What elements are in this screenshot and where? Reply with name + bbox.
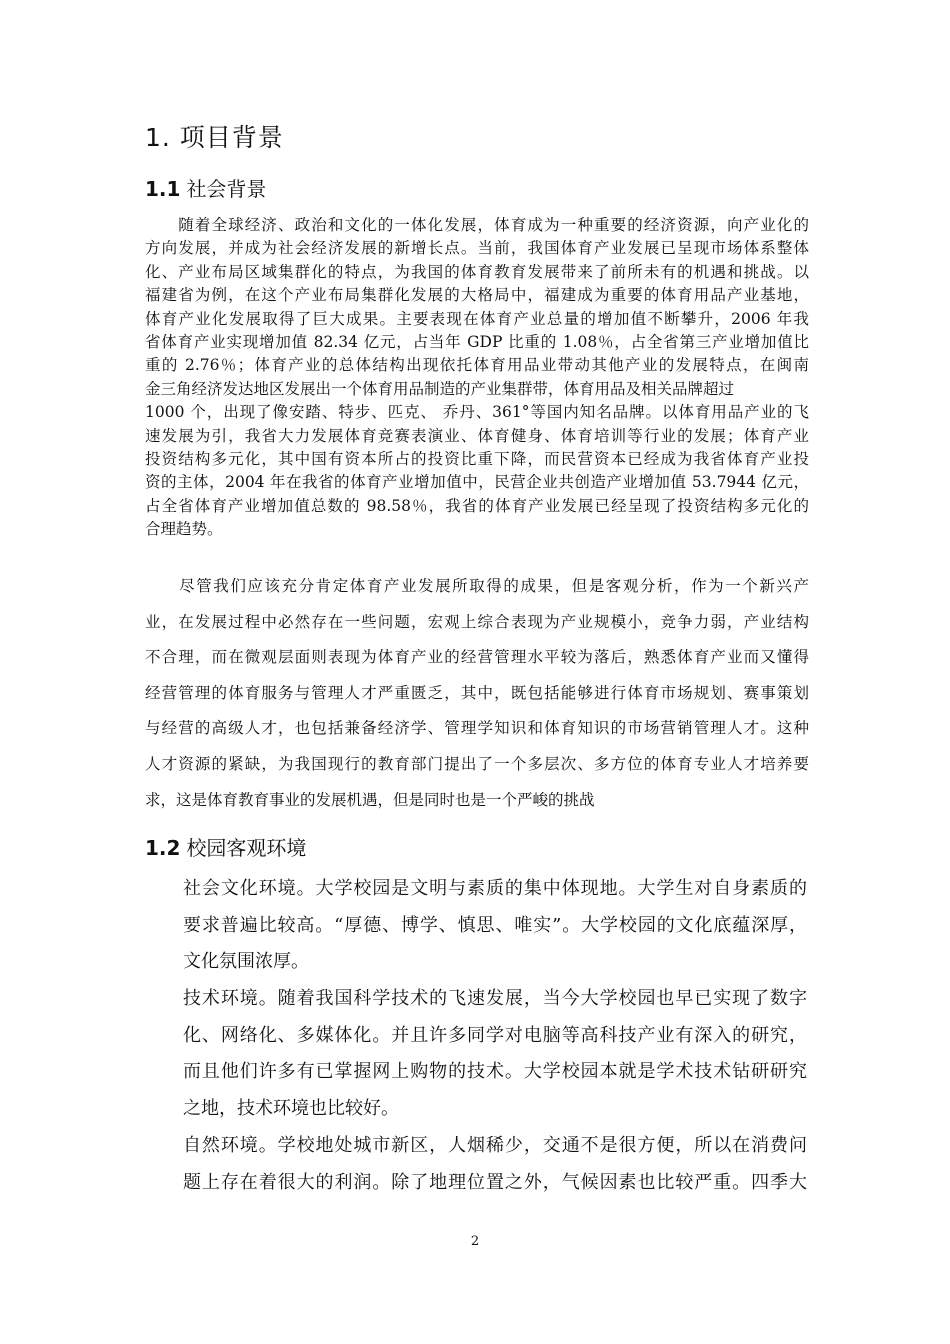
text-line: 文化氛围浓厚。 xyxy=(183,951,309,973)
section-title: 社会背景 xyxy=(186,177,267,201)
text-line: 要求普遍比较高。“厚德、博学、慎思、唯实”。大学校园的文化底蕴深厚， xyxy=(183,914,807,936)
text-line: 化、网络化、多媒体化。并且许多同学对电脑等高科技产业有深入的研究， xyxy=(183,1024,807,1046)
paragraph-industry-problems xyxy=(145,569,809,818)
section-title: 校园客观环境 xyxy=(186,836,307,860)
text-line: 投资结构多元化，其中国有资本所占的投资比重下降，而民营资本已经成为我省体育产业投 xyxy=(145,450,809,469)
text-line: 资的主体，2004 年在我省的体育产业增加值中，民营企业共创造产业增加值 53.7944 亿元， xyxy=(145,473,809,492)
text-line: 技术环境。随着我国科学技术的飞速发展，当今大学校园也早已实现了数字 xyxy=(183,988,807,1009)
text-line: 社会文化环境。大学校园是文明与素质的集中体现地。大学生对自身素质的 xyxy=(183,878,807,899)
text-line: 之地，技术环境也比较好。 xyxy=(183,1097,399,1119)
text-line: 化、产业布局区域集群化的特点，为我国的体育教育发展带来了前所未有的机遇和挑战。以 xyxy=(145,262,809,281)
text-line: 省体育产业实现增加值 82.34 亿元，占当年 GDP 比重的 1.08％，占全省第三产业增加值比 xyxy=(145,333,809,352)
text-line: 体育产业化发展取得了巨大成果。主要表现在体育产业总量的增加值不断攀升，2006 年我 xyxy=(145,309,809,328)
item-natural-environment xyxy=(183,1128,807,1201)
text-line: 占全省体育产业增加值总数的 98.58％，我省的体育产业发展已经呈现了投资结构多元化的 xyxy=(145,496,809,515)
text-line: 经营管理的体育服务与管理人才严重匮乏，其中，既包括能够进行体育市场规划、赛事策划 xyxy=(145,683,809,702)
text-line: 福建省为例，在这个产业布局集群化发展的大格局中，福建成为重要的体育用品产业基地， xyxy=(145,286,809,305)
text-line: 题上存在着很大的利润。除了地理位置之外，气候因素也比较严重。四季大 xyxy=(183,1171,807,1193)
section-number: 1.1 xyxy=(145,177,181,201)
text-line: 与经营的高级人才，也包括兼备经济学、管理学知识和体育知识的市场营销管理人才。这种 xyxy=(145,719,809,738)
text-line: 重的 2.76％；体育产业的总体结构出现依托体育用品业带动其他产业的发展特点，在闽南 xyxy=(145,356,809,375)
page-number: 2 xyxy=(470,1234,480,1249)
text-line: 1000 个，出现了像安踏、特步、匹克、 乔丹、361°等国内知名品牌。以体育用品产业的飞 xyxy=(145,403,809,422)
item-technical-environment xyxy=(183,981,807,1127)
text-line: 自然环境。学校地处城市新区，人烟稀少，交通不是很方便，所以在消费问 xyxy=(183,1135,807,1156)
text-line: 合理趋势。 xyxy=(145,520,223,539)
text-line: 求，这是体育教育事业的发展机遇，但是同时也是一个严峻的挑战 xyxy=(145,790,595,809)
paragraph-social-background xyxy=(145,214,809,542)
text-line: 而且他们许多有已掌握网上购物的技术。大学校园本就是学术技术钻研研究 xyxy=(183,1061,807,1083)
text-line: 业，在发展过程中必然存在一些问题，宏观上综合表现为产业规模小，竞争力弱，产业结构 xyxy=(145,612,809,631)
section-heading-campus xyxy=(145,832,306,861)
chapter-heading: 1. 项目背景 xyxy=(145,123,284,152)
text-line: 方向发展，并成为社会经济发展的新增长点。当前，我国体育产业发展已呈现市场体系整体 xyxy=(145,239,809,258)
text-line: 速发展为引，我省大力发展体育竞赛表演业、体育健身、体育培训等行业的发展；体育产业 xyxy=(145,426,809,445)
section-heading-social xyxy=(145,173,266,202)
text-line: 金三角经济发达地区发展出一个体育用品制造的产业集群带，体育用品及相关品牌超过 xyxy=(145,379,735,398)
text-line: 尽管我们应该充分肯定体育产业发展所取得的成果，但是客观分析，作为一个新兴产 xyxy=(145,577,809,595)
text-line: 人才资源的紧缺，为我国现行的教育部门提出了一个多层次、多方位的体育专业人才培养要 xyxy=(145,754,809,773)
section-number: 1.2 xyxy=(145,836,181,860)
text-line: 随着全球经济、政治和文化的一体化发展，体育成为一种重要的经济资源，向产业化的 xyxy=(145,216,809,234)
text-line: 不合理，而在微观层面则表现为体育产业的经营管理水平较为落后，熟悉体育产业而又懂得 xyxy=(145,648,809,667)
item-social-environment xyxy=(183,871,807,981)
